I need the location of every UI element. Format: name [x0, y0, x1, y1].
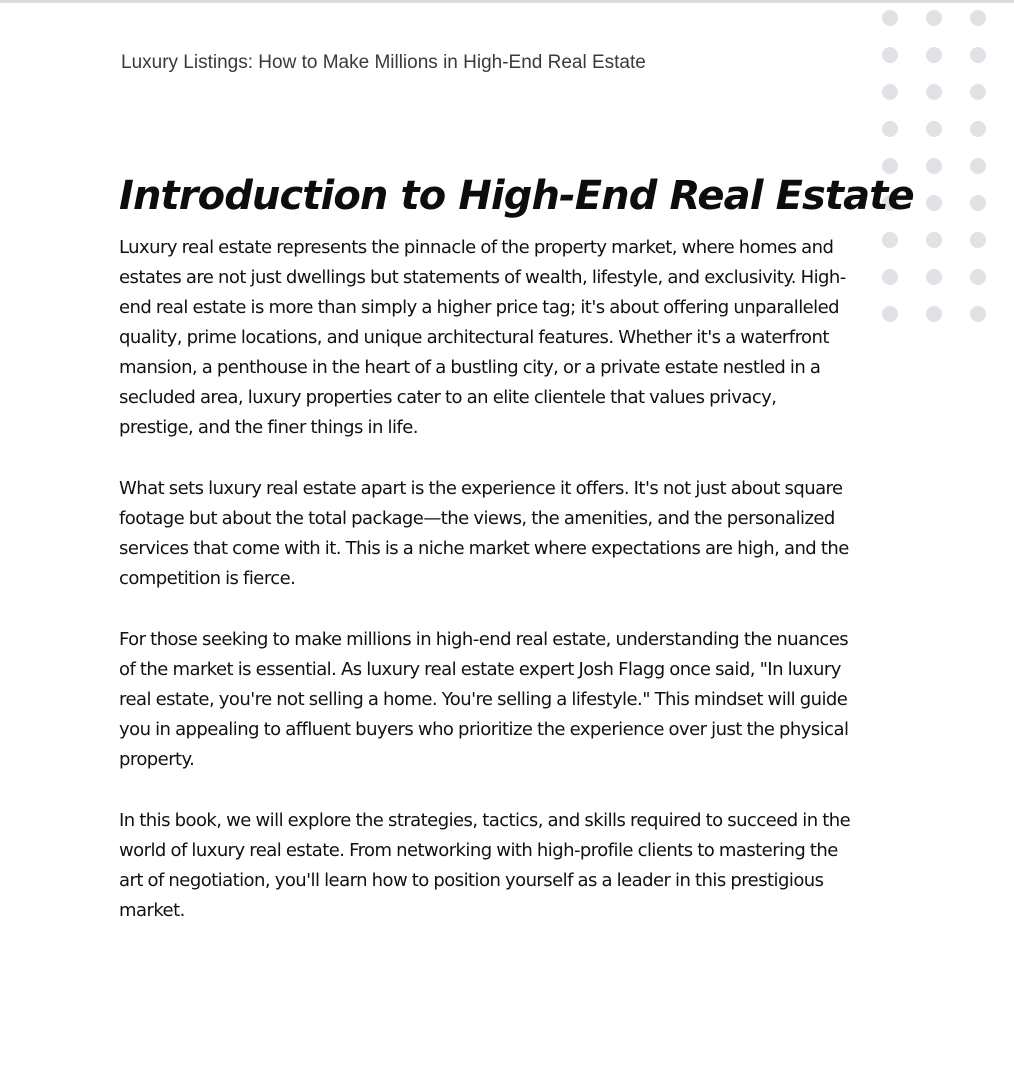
- decorative-dot: [926, 195, 942, 211]
- top-divider: [0, 0, 1014, 3]
- decorative-dot: [970, 10, 986, 26]
- decorative-dot: [926, 269, 942, 285]
- decorative-dot: [926, 47, 942, 63]
- decorative-dot: [970, 195, 986, 211]
- decorative-dot: [926, 10, 942, 26]
- body-paragraph: In this book, we will explore the strategies, tactics, and skills required to succeed in the world of luxury real estate. From networking with high-profile clients to mastering the art of negotiation, you'll learn how to position yourself as a leader in this prestigious market.: [119, 810, 851, 921]
- decorative-dot: [882, 232, 898, 248]
- decorative-dot: [882, 10, 898, 26]
- decorative-dot: [926, 84, 942, 100]
- decorative-dot: [882, 47, 898, 63]
- decorative-dot: [882, 306, 898, 322]
- decorative-dot: [970, 269, 986, 285]
- decorative-dot: [926, 158, 942, 174]
- decorative-dot: [970, 84, 986, 100]
- running-header-title: Luxury Listings: How to Make Millions in High-End Real Estate: [121, 52, 646, 73]
- decorative-dot: [882, 121, 898, 137]
- chapter-title: Introduction to High-End Real Estate: [119, 173, 914, 219]
- decorative-dot-grid: [882, 10, 998, 325]
- decorative-dot: [882, 84, 898, 100]
- chapter-body: [119, 233, 854, 957]
- body-paragraph: Luxury real estate represents the pinnacle of the property market, where homes and estates are not just dwellings but statements of wealth, lifestyle, and exclusivity. High-end real estate is more than simply a higher price tag; it's about offering unparalleled quality, prime locations, and unique architectural features. Whether it's a waterfront mansion, a penthouse in the heart of a bustling city, or a private estate nestled in a secluded area, luxury properties cater to an elite clientele that values privacy, prestige, and the finer things in life.: [119, 237, 846, 438]
- decorative-dot: [926, 232, 942, 248]
- decorative-dot: [926, 306, 942, 322]
- decorative-dot: [970, 306, 986, 322]
- decorative-dot: [970, 47, 986, 63]
- body-paragraph: What sets luxury real estate apart is the experience it offers. It's not just about square footage but about the total package—the views, the amenities, and the personalized services that come with it. This is a niche market where expectations are high, and the competition is fierce.: [119, 478, 849, 589]
- decorative-dot: [970, 121, 986, 137]
- decorative-dot: [882, 158, 898, 174]
- decorative-dot: [882, 269, 898, 285]
- body-paragraph: For those seeking to make millions in high-end real estate, understanding the nuances of the market is essential. As luxury real estate expert Josh Flagg once said, "In luxury real estate, you're not selling a home. You're selling a lifestyle." This mindset will guide you in appealing to affluent buyers who prioritize the experience over just the physical property.: [119, 629, 849, 770]
- decorative-dot: [926, 121, 942, 137]
- decorative-dot: [970, 158, 986, 174]
- decorative-dot: [970, 232, 986, 248]
